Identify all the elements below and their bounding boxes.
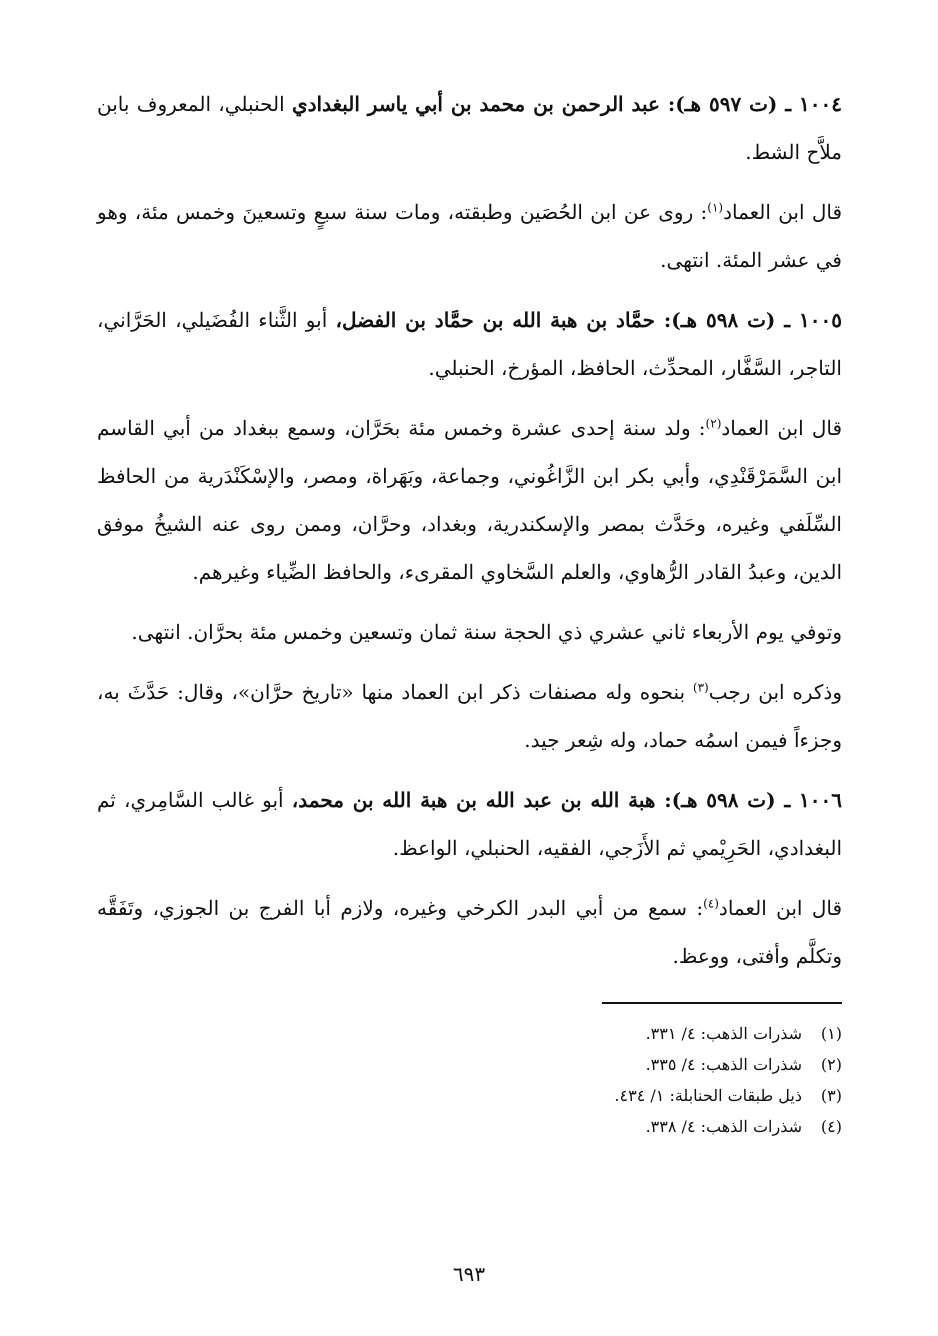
footnote-text: شذرات الذهب: ٤/ ٣٣١. [645,1024,802,1043]
entry-heading: ١٠٠٥ ـ (ت ٥٩٨ هـ): حمَّاد بن هبة الله بن حمَّاد بن الفضل، [335,308,842,332]
footnote-divider [602,1002,842,1004]
quote-intro: قال ابن العماد [721,416,843,440]
quote-paragraph [97,884,842,980]
footnote-item [97,1049,842,1080]
footnote-text: شذرات الذهب: ٤/ ٣٣٥. [645,1055,802,1074]
mention-text: بنحوه وله مصنفات ذكر ابن العماد منها «تاريخ حرَّان»، وقال: حَدَّثَ به، وجزءاً فيمن اسمُه حماد، وله شِعر جيد. [97,680,842,752]
footnote-item [97,1111,842,1142]
entry-text: الحنبلي، المعروف بابن ملاَّح الشط. [97,92,842,164]
footnote-text: ذيل طبقات الحنابلة: ١/ ٤٣٤. [614,1086,802,1105]
entry-text: أبو الثَّناء الفُضَيلي، الحَرَّاني، التاجر، السَّفَّار، المحدِّث، الحافظ، المؤرخ، الحنبلي. [97,308,842,380]
footnote-number: (٣) [820,1086,842,1105]
page-body [97,80,842,1142]
quote-text: : سمع من أبي البدر الكرخي وغيره، ولازم أبا الفرج بن الجوزي، وتَفَقَّه وتكلَّم وأفتى، ووعظ. [97,896,842,968]
entry-heading: ١٠٠٦ ـ (ت ٥٩٨ هـ): هبة الله بن عبد الله بن هبة الله بن محمد، [291,788,842,812]
mention-intro: وذكره ابن رجب [708,680,842,704]
footnote-ref[interactable]: (٣) [692,680,709,695]
quote-paragraph [97,404,842,596]
mention-paragraph [97,668,842,764]
footnote-ref[interactable]: (٢) [705,416,722,431]
quote-intro: قال ابن العماد [718,896,843,920]
entry-1005 [97,296,842,392]
footnote-ref[interactable]: (٤) [703,896,719,911]
footnote-item [97,1080,842,1111]
footnote-number: (٢) [820,1055,842,1074]
footnote-text: شذرات الذهب: ٤/ ٣٣٨. [645,1117,802,1136]
paragraph-text: وتوفي يوم الأربعاء ثاني عشري ذي الحجة سنة ثمان وتسعين وخمس مئة بحرَّان. انتهى. [131,620,842,644]
footnote-number: (٤) [820,1117,842,1136]
page-number: ٦٩٣ [452,1262,486,1286]
quote-text: : روى عن ابن الحُصَين وطبقته، ومات سنة سبعٍ وتسعينَ وخمس مئة، وهو في عشر المئة. انتهى. [97,200,842,272]
footnotes-list [97,1018,842,1142]
entry-heading: ١٠٠٤ ـ (ت ٥٩٧ هـ): عبد الرحمن بن محمد بن أبي ياسر البغدادي [291,92,843,116]
footnote-number: (١) [820,1024,842,1043]
quote-paragraph [97,188,842,284]
entry-1004 [97,80,842,176]
entry-1006 [97,776,842,872]
entry-text: أبو غالب السَّامِري، ثم البغدادي، الحَرِيْمي ثم الأَزَجي، الفقيه، الحنبلي، الواعظ. [97,788,842,860]
quote-text: : ولد سنة إحدى عشرة وخمس مئة بحَرَّان، وسمع ببغداد من أبي القاسم ابن السَّمَرْقَنْدِي، وأبي بكر ابن الزَّاغُوني، وجماعة، وبَهَراة، ومصر، والإسْكَنْدَرية من الحافظ السِّلَفي وغيره، وحَدَّث بمصر والإسكندرية، وبغداد، وحرَّان، وممن روى عنه الشيخُ موفق الدين، وعبدُ القادر الرُّهاوي، والعلم السَّخاوي المقرىء، والحافظ الضِّياء وغيرهم. [97,416,842,584]
footnote-item [97,1018,842,1049]
footnote-ref[interactable]: (١) [707,200,724,215]
quote-intro: قال ابن العماد [723,200,842,224]
death-paragraph [97,608,842,656]
